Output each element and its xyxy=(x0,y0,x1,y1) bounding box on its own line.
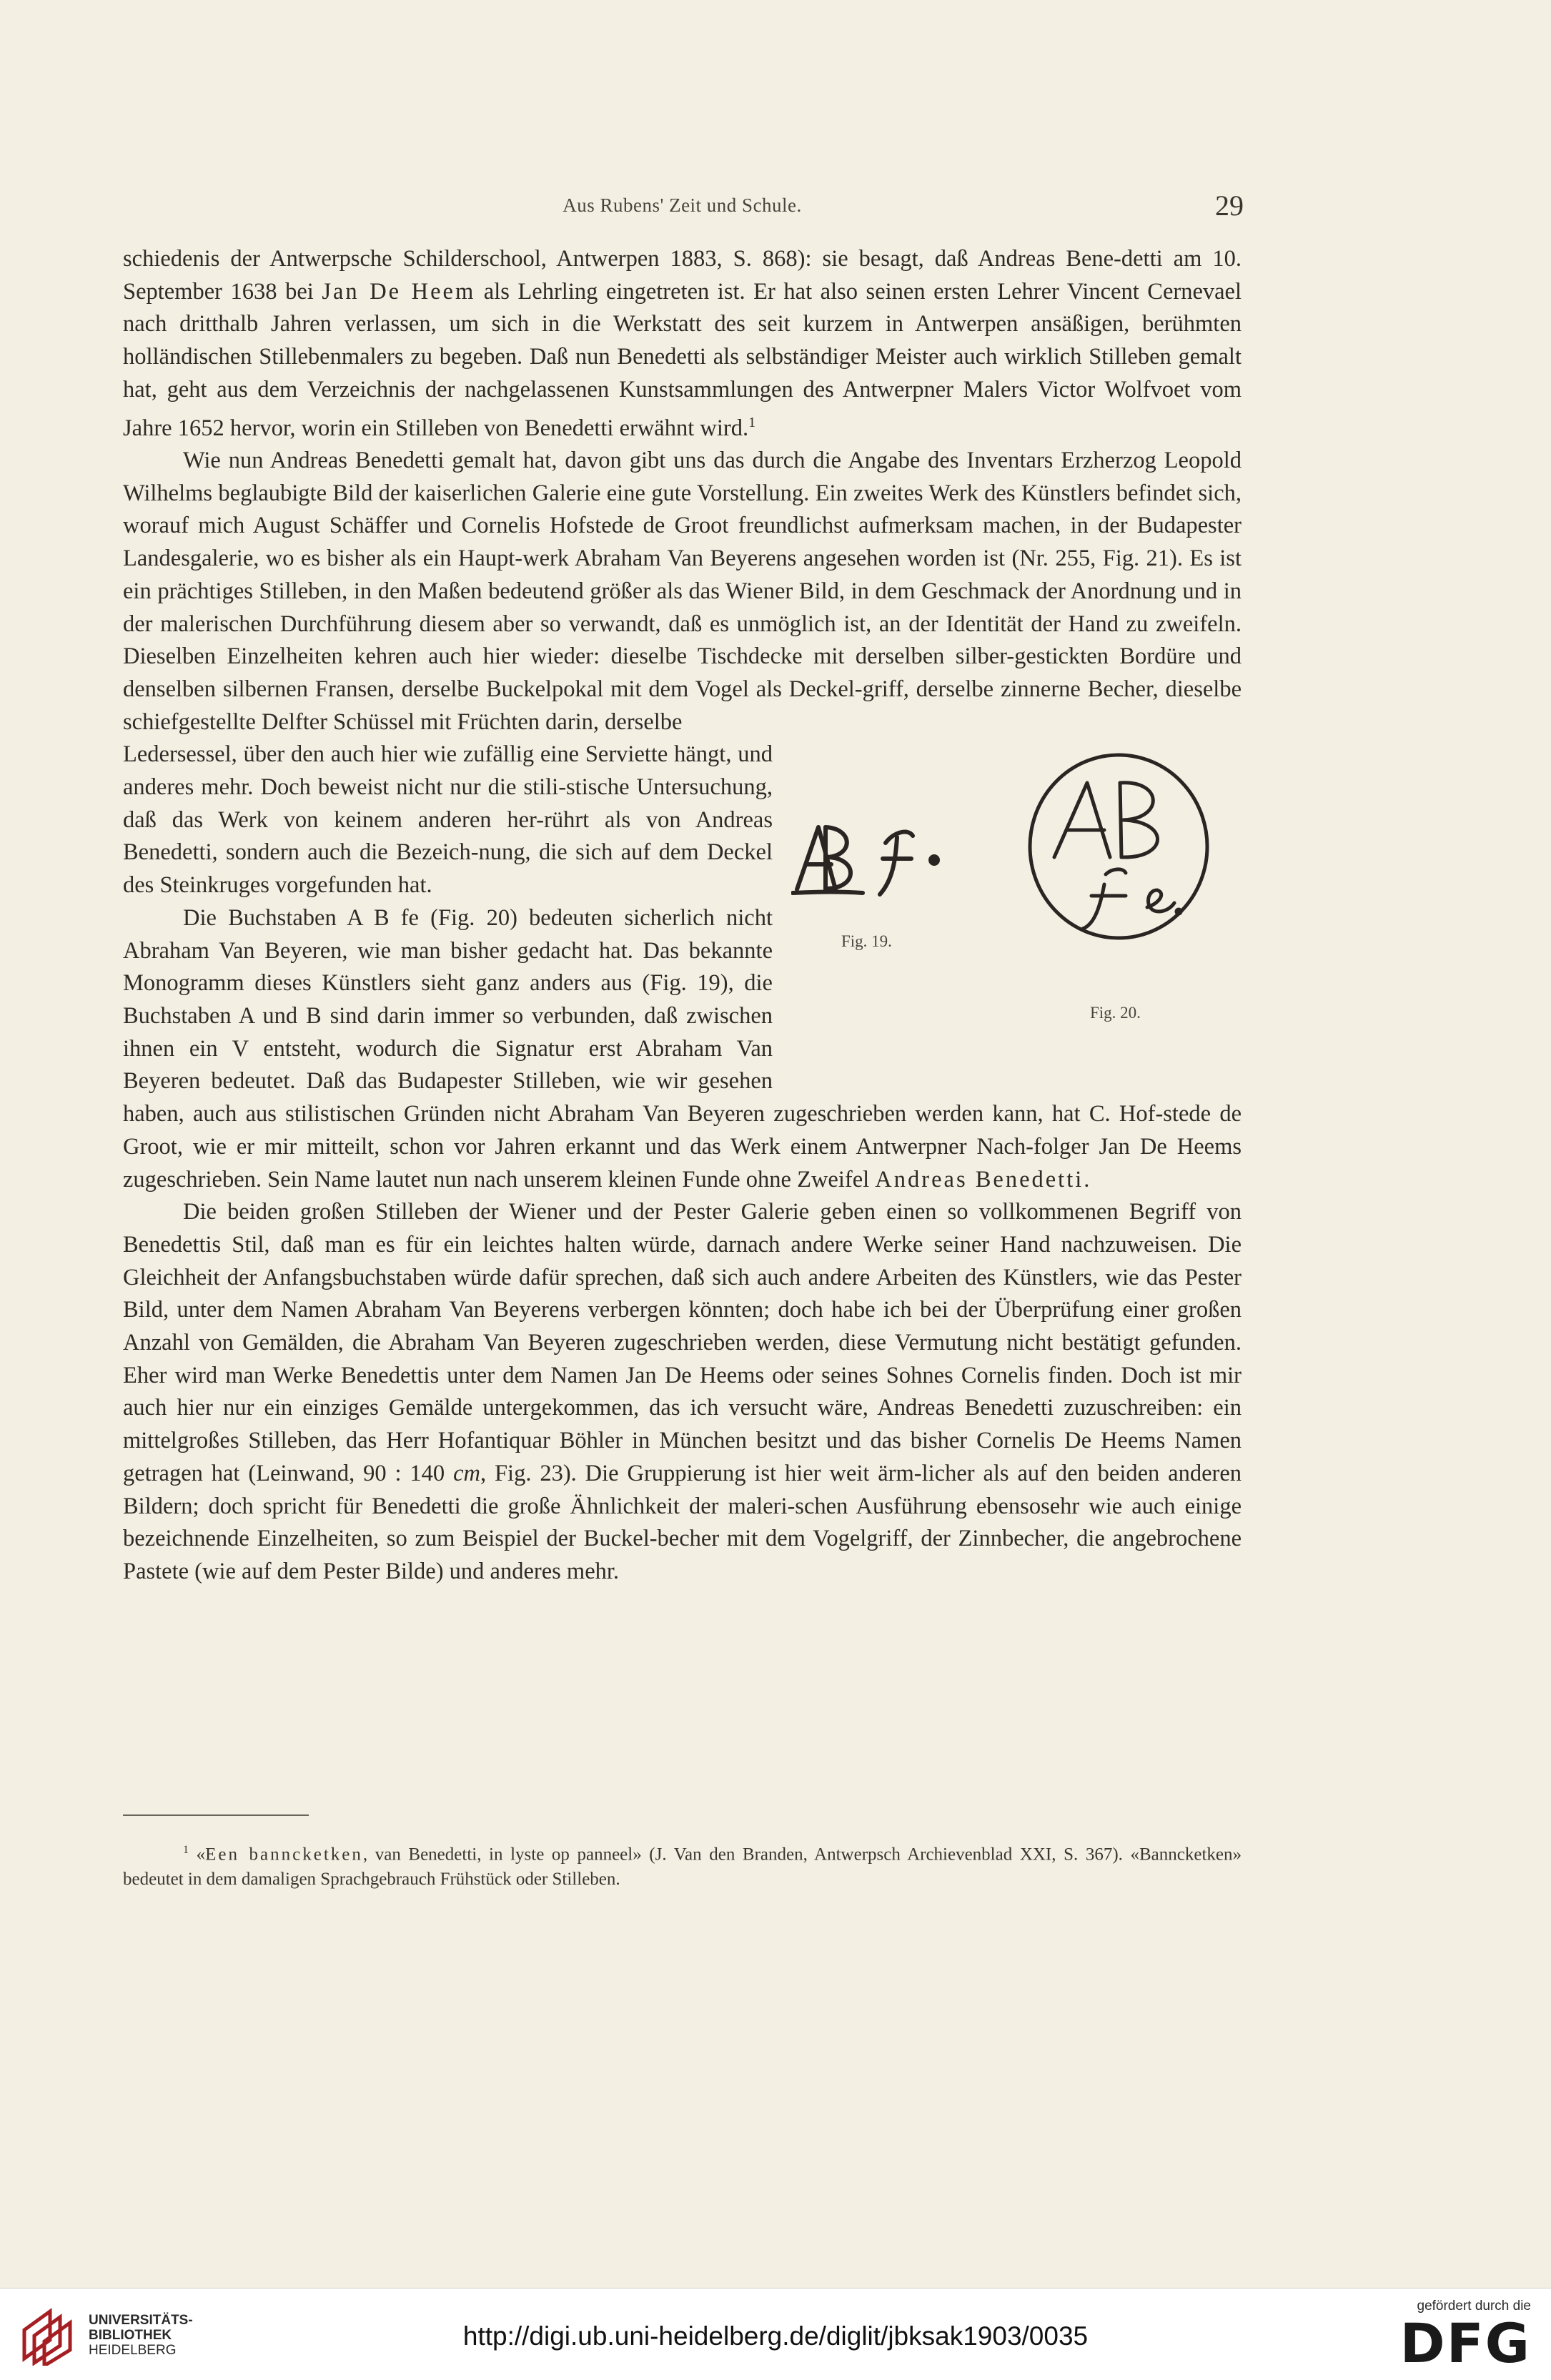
footnote-ref: 1 xyxy=(748,414,756,430)
footnote-rule xyxy=(123,1814,309,1816)
library-name-line-3: HEIDELBERG xyxy=(89,2343,177,2358)
unit-cm: cm xyxy=(453,1460,480,1486)
monogram-figures xyxy=(791,743,1242,1067)
fig20-caption: Fig. 20. xyxy=(1090,1004,1141,1022)
paragraph-2 xyxy=(123,445,1242,739)
fig19-monogram-image xyxy=(791,814,948,900)
footnote-spaced-term: Een banncketken xyxy=(205,1845,363,1865)
funder-block xyxy=(1388,2298,1531,2375)
library-name-line-1: UNIVERSITÄTS- xyxy=(89,2313,193,2328)
footnote-text: , van Benedetti, in lyste op panneel» (J. Van den Branden, Antwerpsch Archievenblad XXI, S. 367). «Banncketken» bedeutet in dem damaligen Sprachgebrauch Frühstück oder Stilleben. xyxy=(123,1845,1242,1890)
library-name-line-2: BIBLIOTHEK xyxy=(89,2328,172,2343)
funding-note: gefördert durch die xyxy=(1417,2298,1531,2314)
paragraph-4-text: Die beiden großen Stilleben der Wiener und der Pester Galerie geben einen so vollkommenen Begriff von Benedettis Stil, daß man es für ein leichtes halten würde, darnach andere Werke seiner Hand nachzuweisen. Die Gleichheit der Anfangsbuchstaben würde dafür sprechen, daß sich auch andere Arbeiten des Künstlers, wie das Pester Bild, unter dem Namen Abraham Van Beyerens verbergen könnten; doch habe ich bei der Überprüfung einer großen Anzahl von Gemälden, die Abraham Van Beyeren zugeschrieben werden, diese Vermutung nicht bestätigt gefunden. Eher wird man Werke Benedettis unter dem Namen Jan De Heems oder seines Sohnes Cornelis finden. Doch ist mir auch hier nur ein einziges Gemälde untergekommen, das ich versucht wäre, Andreas Benedetti zuzuschreiben: ein mittelgroßes Stilleben, das Herr Hofantiquar Böhler in München besitzt und das bisher Cornelis De Heems Namen getragen hat (Leinwand, 90 : 140 xyxy=(123,1199,1242,1486)
running-title: Aus Rubens' Zeit und Schule. xyxy=(563,194,802,216)
paragraph-1-rest: als Lehrling eingetreten ist. Er hat also seinen ersten Lehrer Vincent Cernevael nach dritthalb Jahren verlassen, um sich in die Werkstatt des seit kurzem in Antwerpen ansäßigen, berühmten holländischen Stillebenmalers zu begeben. Daß nun Benedetti als selbständiger Meister auch wirklich Stilleben gemalt hat, geht aus dem Verzeichnis der nachgelassenen Kunstsammlungen des Antwerpner Malers Victor Wolfvoet vom Jahre 1652 hervor, worin ein Stilleben von Benedetti erwähnt wird. xyxy=(123,278,1242,441)
footnote-marker: 1 xyxy=(183,1844,189,1856)
footnote-1 xyxy=(123,1837,1242,1892)
paragraph-4 xyxy=(123,1196,1242,1588)
viewer-footer xyxy=(0,2288,1551,2380)
paragraph-1 xyxy=(123,243,1242,445)
paragraph-2-cont-text: Ledersessel, über den auch hier wie zufällig eine Serviette hängt, und anderes mehr. Doch beweist nicht nur die stili-stische Untersuchung, daß das Werk von keinem anderen her-rührt als von Andreas Benedetti, sondern auch die Bezeich-nung, die sich auf dem Deckel des Steinkruges vorgefunden hat. xyxy=(123,741,773,899)
fig20-monogram-image xyxy=(1026,750,1211,943)
page-number: 29 xyxy=(1215,189,1244,222)
paragraph-4-rest: , Fig. 23). Die Gruppierung ist hier weit ärm-licher als auf den beiden anderen Bildern; doch spricht für Benedetti die große Ähnlichkeit der maleri-schen Ausführung ebensosehr wie auch einige bezeichnende Einzelheiten, so zum Beispiel der Buckel-becher mit dem Vogelgriff, der Zinnbecher, die angebrochene Pastete (wie auf dem Pester Bilde) und anderes mehr. xyxy=(123,1460,1242,1584)
fig19-caption: Fig. 19. xyxy=(841,932,892,951)
spaced-name: Andreas Benedetti. xyxy=(875,1166,1092,1193)
footnotes xyxy=(123,1837,1242,1892)
dfg-logo[interactable]: DFG xyxy=(1399,2311,1531,2375)
spaced-name: Jan De Heem xyxy=(322,278,476,305)
paragraph-2-text: Wie nun Andreas Benedetti gemalt hat, davon gibt uns das durch die Angabe des Inventars Erzherzog Leopold Wilhelms beglaubigte Bild der kaiserlichen Galerie eine gute Vorstellung. Ein zweites Werk des Künstlers befindet sich, worauf mich August Schäffer und Cornelis Hofstede de Groot freundlichst aufmerksam machen, in der Budapester Landesgalerie, wo es bisher als ein Haupt-werk Abraham Van Beyerens angesehen worden ist (Nr. 255, Fig. 21). Es ist ein prächtiges Stilleben, in den Maßen bedeutend größer als das Wiener Bild, in dem Geschmack der Anordnung und in der malerischen Durchführung diesem aber so verwandt, daß es unmöglich ist, an der Identität der Hand zu zweifeln. Dieselben Einzelheiten kehren auch hier wieder: dieselbe Tischdecke mit derselben silber-gestickten Bordüre und denselben silbernen Fransen, derselbe Buckelpokal mit dem Vogel als Deckel-griff, derselbe zinnerne Becher, dieselbe schiefgestellte Delfter Schüssel mit Früchten darin, derselbe xyxy=(123,448,1242,735)
paragraph-1-text: schiedenis der Antwerpsche Schilderschool, Antwerpen 1883, S. 868): sie besagt, daß Andreas Bene-detti am 10. September 1638 bei xyxy=(123,246,1242,305)
paragraph-3-text: Die Buchstaben A B fe (Fig. 20) bedeuten sicherlich nicht Abraham Van Beyeren, wie man bisher gedacht hat. Das bekannte Monogramm dieses Künstlers sieht ganz anders aus (Fig. 19), die Buchstaben A und B sind darin immer so verbunden, daß zwischen ihnen ein V entsteht, wodurch die Signatur erst Abraham Van Beyeren bedeutet. Daß das Budapester Stilleben, wie wir gesehen haben, auch aus stilistischen Gründen nicht Abraham Van Beyeren zugeschrieben werden kann, hat C. Hof-stede de Groot, wie er mir mitteilt, schon vor Jahren erkannt und das Werk einem Antwerpner Nach-folger Jan De Heems zugeschrieben. Sein Name lautet nun nach unserem kleinen Funde ohne Zweifel xyxy=(123,904,1242,1193)
body-text xyxy=(123,243,1242,1589)
permalink-url[interactable]: http://digi.ub.uni-heidelberg.de/diglit/jbksak1903/0035 xyxy=(462,2321,1089,2351)
footnote-open-quote: « xyxy=(196,1845,206,1865)
